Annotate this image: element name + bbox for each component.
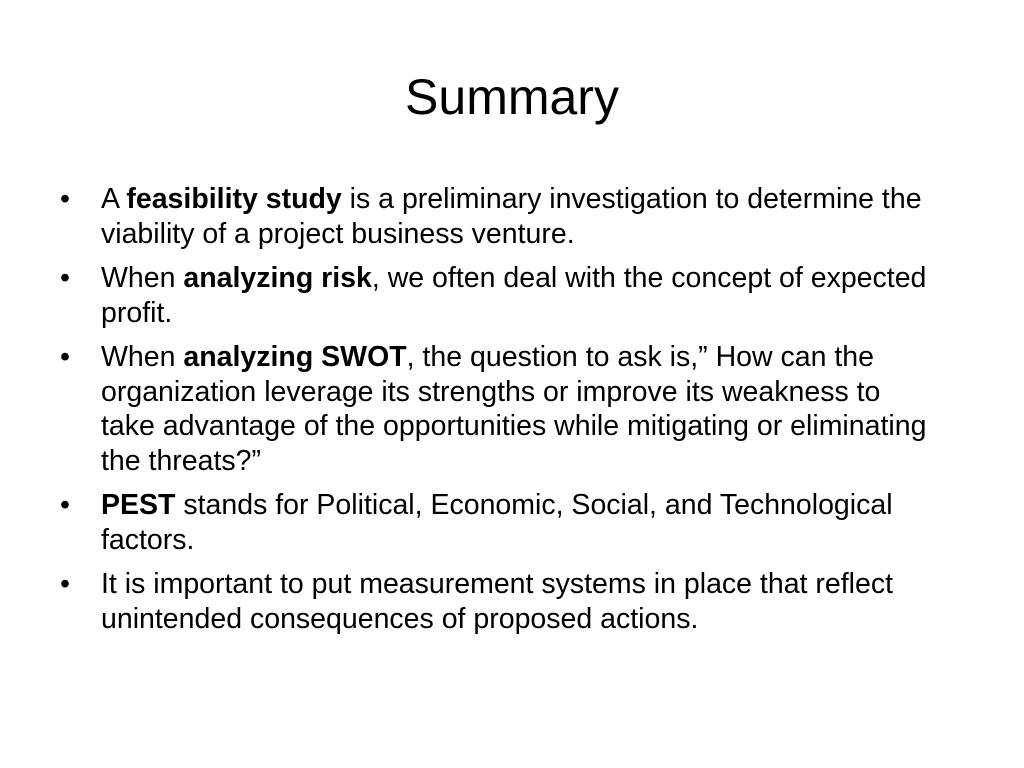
bullet-text-before: When xyxy=(101,262,184,294)
bullet-text-before: When xyxy=(101,341,184,373)
bullet-item-feasibility xyxy=(60,182,940,251)
bullet-item-risk xyxy=(60,261,940,330)
bullet-text-bold: PEST xyxy=(101,489,176,521)
bullet-text-after: , the question to ask is,” How can the organization leverage its strengths or improve its weakness to take advantage of the opportunities while mitigating or eliminating the threats?” xyxy=(101,341,927,477)
bullet-text-after: stands for Political, Economic, Social, and Technological factors. xyxy=(101,489,893,556)
bullet-icon: • xyxy=(60,568,70,600)
bullet-text-before: A xyxy=(101,183,127,215)
bullet-text-bold: analyzing risk xyxy=(183,262,372,294)
bullet-item-measurement xyxy=(60,567,940,636)
bullet-icon: • xyxy=(60,183,70,215)
bullet-item-pest xyxy=(60,488,940,557)
bullet-text-bold: feasibility study xyxy=(126,183,342,215)
bullet-text-bold: analyzing SWOT xyxy=(183,341,407,373)
bullet-icon: • xyxy=(60,262,70,294)
bullet-text-after: , we often deal with the concept of expected profit. xyxy=(101,262,927,329)
bullet-icon: • xyxy=(60,341,70,373)
bullet-icon: • xyxy=(60,489,70,521)
bullet-text-after: It is important to put measurement systems in place that reflect unintended consequences of proposed actions. xyxy=(101,568,894,635)
slide-title: Summary xyxy=(405,69,619,125)
bullet-item-swot xyxy=(60,340,940,478)
bullet-list xyxy=(60,182,940,646)
bullet-text-after: is a preliminary investigation to determine the viability of a project business venture. xyxy=(101,183,922,250)
